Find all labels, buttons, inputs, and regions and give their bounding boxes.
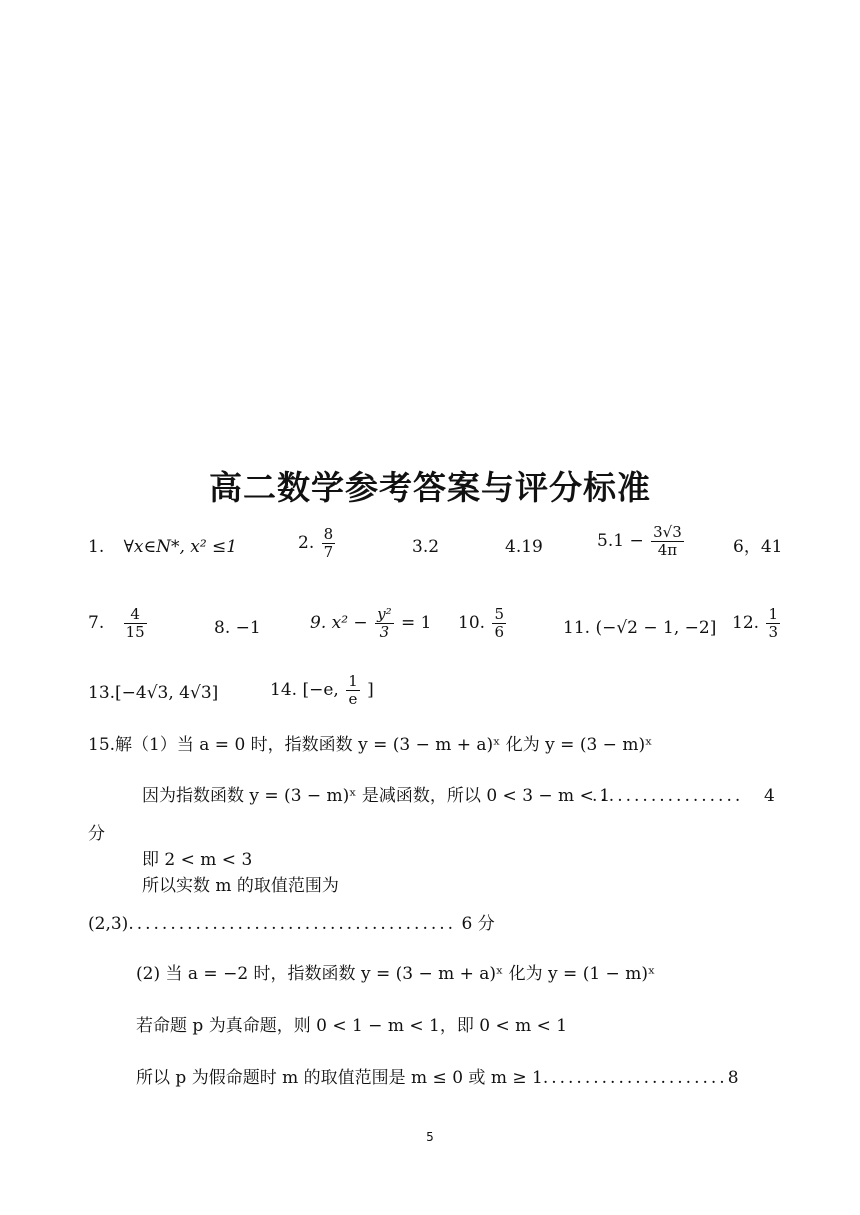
solution-15-line-9-text: 所以 p 为假命题时 m 的取值范围是 m ≤ 0 或 m ≥ 1	[136, 1068, 543, 1088]
answer-10	[458, 606, 508, 641]
answer-7-label: 7.	[88, 613, 105, 633]
answer-5-label: 5.1 −	[597, 531, 644, 551]
page-title: 高二数学参考答案与评分标准	[209, 468, 651, 507]
answer-1-expr: ∀x∈N*, x² ≤1	[123, 537, 238, 557]
answer-14-label: 14. [−e,	[270, 680, 339, 700]
answer-14	[270, 673, 374, 708]
answer-1	[88, 537, 237, 557]
fraction-numerator: 1	[348, 672, 358, 690]
solution-15-line-6	[88, 914, 495, 934]
answer-9-label: 9. x² −	[310, 613, 368, 633]
answer-8: 8. −1	[214, 618, 261, 638]
answer-12	[732, 606, 782, 641]
solution-15-line-2: 因为指数函数 y = (3 − m)ˣ 是减函数，所以 0 < 3 − m < 1	[142, 786, 611, 806]
answer-4: 4.19	[505, 537, 543, 557]
solution-15-line-3: 分	[88, 824, 105, 844]
fraction-numerator: 3√3	[653, 523, 682, 541]
answer-9-tail: = 1	[401, 613, 432, 633]
answer-14-tail: ]	[367, 680, 374, 700]
answer-9	[310, 606, 431, 641]
answer-11: 11. (−√2 − 1, −2]	[563, 618, 717, 638]
answer-12-label: 12.	[732, 613, 760, 633]
answer-12-fraction	[766, 606, 780, 641]
solution-15-line-1: 15.解（1）当 a = 0 时，指数函数 y = (3 − m + a)ˣ 化为 y = (3 − m)ˣ	[88, 735, 653, 755]
fraction-denominator: 6	[494, 623, 504, 641]
fraction-denominator: 7	[323, 543, 334, 561]
solution-15-line-5: 所以实数 m 的取值范围为	[142, 876, 339, 896]
leader-dots: ..................	[592, 786, 744, 806]
solution-15-line-7: (2) 当 a = −2 时，指数函数 y = (3 − m + a)ˣ 化为 y = (1 − m)ˣ	[136, 964, 656, 984]
fraction-numerator: 8	[323, 525, 334, 543]
fraction-denominator: 15	[125, 623, 145, 641]
answer-10-fraction	[492, 606, 506, 641]
answer-7-fraction	[124, 606, 147, 641]
answer-13: 13.[−4√3, 4√3]	[88, 683, 219, 703]
answer-5	[597, 524, 686, 559]
fraction-denominator: e	[348, 690, 358, 708]
score-marker: 4	[764, 786, 775, 806]
page-number: 5	[426, 1130, 434, 1144]
leader-dots: .......................................	[128, 914, 457, 934]
answer-6: 6，41	[733, 537, 783, 557]
answer-2	[298, 526, 337, 561]
answer-3: 3.2	[412, 537, 440, 557]
solution-15-line-9	[136, 1068, 739, 1088]
answer-5-fraction	[651, 524, 684, 559]
leader-dots: ......................	[542, 1068, 728, 1088]
answer-2-label: 2.	[298, 533, 315, 553]
fraction-denominator: 3	[768, 623, 778, 641]
answer-2-fraction	[322, 526, 336, 561]
fraction-denominator: 4π	[657, 541, 678, 559]
fraction-denominator: 3	[379, 623, 390, 641]
fraction-numerator: 4	[124, 606, 147, 624]
score-marker: 6 分	[461, 914, 495, 934]
fraction-numerator: 1	[768, 605, 778, 623]
fraction-numerator: y²	[377, 605, 392, 623]
fraction-numerator: 5	[494, 605, 504, 623]
answer-1-label: 1.	[88, 537, 105, 557]
solution-15-line-8: 若命题 p 为真命题，则 0 < 1 − m < 1，即 0 < m < 1	[136, 1016, 568, 1036]
answer-7	[88, 606, 149, 641]
answer-9-fraction	[375, 606, 394, 641]
score-marker: 8	[727, 1068, 739, 1088]
answer-10-label: 10.	[458, 613, 486, 633]
answer-14-fraction	[346, 673, 360, 708]
solution-15-line-4: 即 2 < m < 3	[142, 850, 253, 870]
interval-expression: (2,3)	[88, 914, 129, 934]
